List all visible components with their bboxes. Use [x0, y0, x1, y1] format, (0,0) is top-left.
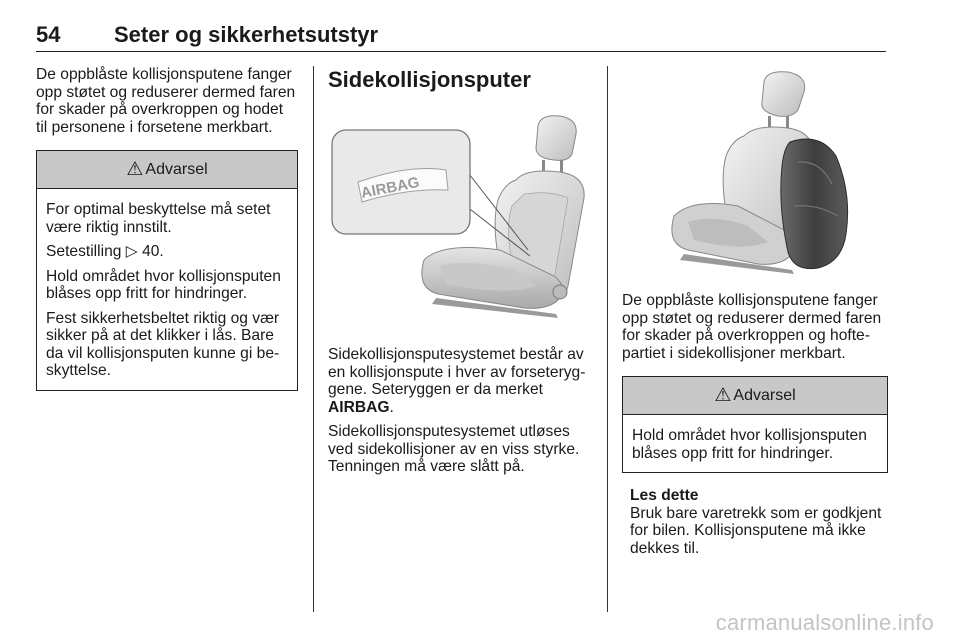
warning-text: For optimal beskyttelse må setet være riktig innstilt. [46, 201, 271, 236]
column-right [622, 66, 888, 557]
watermark: carmanualsonline.info [715, 610, 934, 635]
seat-airbag-label-figure [328, 110, 592, 322]
note-title: Les dette [630, 487, 699, 504]
page-header [36, 22, 886, 52]
section-title: Sidekollisjonsputer [328, 67, 531, 92]
body-paragraph: Sidekollisjonsputesystemet utløses ved sidekollisjoner av en viss styrke. Tenningen må være slått på. [328, 423, 580, 475]
body-paragraph: Sidekollisjonsputesystemet består av en kollisjonspute i hver av forseteryggene. Seteryggen er da merket AIRBAG. [328, 346, 586, 416]
intro-paragraph: De oppblåste kollisjonsputene fanger opp støtet og reduserer dermed faren for skader på overkroppen og hoftepartiet i sidekollisjoner merkbart. [622, 292, 882, 362]
warning-box [622, 376, 888, 473]
seat-illustration [328, 110, 592, 322]
warning-body [37, 189, 297, 390]
warning-crossref: Setestilling ▷ 40. [46, 243, 164, 260]
page-heading: Seter og sikkerhetsutstyr [114, 22, 379, 47]
seat-with-airbag-illustration [622, 66, 888, 278]
intro-paragraph: De oppblåste kollisjonsputene fanger opp støtet og reduserer dermed faren for skader på overkroppen og hodet til personene i forsetene merkbart. [36, 66, 296, 136]
warning-body [623, 415, 887, 472]
warning-text: Fest sikkerhetsbeltet riktig og vær sikker på at det klikker i lås. Bare da vil kollisjonsputen kunne gi beskyttelse. [46, 309, 280, 379]
page-number: 54 [36, 22, 61, 47]
warning-text: Hold området hvor kollisjonsputen blåses opp fritt for hindringer. [632, 427, 867, 462]
warning-text: Hold området hvor kollisjonsputen blåses opp fritt for hindringer. [46, 267, 281, 302]
note-block [622, 487, 888, 557]
warning-box [36, 150, 298, 391]
warning-title: Advarsel [145, 160, 208, 178]
airbag-term: AIRBAG [328, 398, 390, 416]
inflated-side-airbag-figure [622, 66, 888, 278]
column-divider [313, 66, 314, 612]
column-left [36, 66, 298, 391]
warning-triangle-icon: ⚠ [126, 158, 144, 180]
warning-header [623, 377, 887, 415]
warning-header [37, 151, 297, 189]
note-text: Bruk bare varetrekk som er godkjent for bilen. Kollisjonsputene må ikke dekkes til. [630, 504, 882, 557]
warning-title: Advarsel [733, 386, 796, 404]
column-middle [328, 66, 592, 483]
warning-triangle-icon: ⚠ [714, 384, 732, 406]
airbag-label-text: AIRBAG [359, 173, 421, 202]
column-divider [607, 66, 608, 612]
